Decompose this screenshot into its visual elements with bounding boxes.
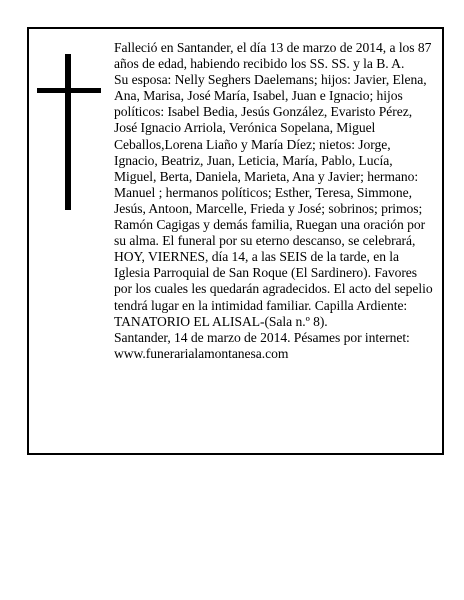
obituary-text xyxy=(114,40,434,362)
condolences-paragraph: Santander, 14 de marzo de 2014. Pésames por internet: www.funerarialamontanesa.com xyxy=(114,329,410,361)
cross-vertical-bar xyxy=(65,54,71,210)
family-and-funeral-paragraph: Su esposa: Nelly Seghers Daelemans; hijos: Javier, Elena, Ana, Marisa, José María, Isabel, Juan e Ignacio; hijos políticos: Isabel Bedia, Jesús González, Evaristo Pérez, José Ignacio Arriola, Verónica Sopelana, Miguel Ceballos,Lorena Liaño y María Díez; nietos: Jorge, Ignacio, Beatriz, Juan, Leticia, María, Pablo, Lucía, Miguel, Berta, Daniela, Marieta, Ana y Javier; hermano: Manuel ; hermanos políticos; Esther, Teresa, Simmone, Jesús, Antoon, Marcelle, Frieda y José; sobrinos; primos; Ramón Cagigas y demás familia, Ruegan una oración por su alma. El funeral por su eterno descanso, se celebrará, HOY, VIERNES, día 14, a las SEIS de la tarde, en la Iglesia Parroquial de San Roque (El Sardinero). Favores por los cuales les quedarán agradecidos. El acto del sepelio tendrá lugar en la intimidad familiar. Capilla Ardiente: TANATORIO EL ALISAL-(Sala n.º 8). xyxy=(114,72,433,329)
latin-cross-icon xyxy=(37,54,101,210)
cross-horizontal-bar xyxy=(37,88,101,93)
death-announcement-paragraph: Falleció en Santander, el día 13 de marzo de 2014, a los 87 años de edad, habiendo recibido los SS. SS. y la B. A. xyxy=(114,40,432,72)
